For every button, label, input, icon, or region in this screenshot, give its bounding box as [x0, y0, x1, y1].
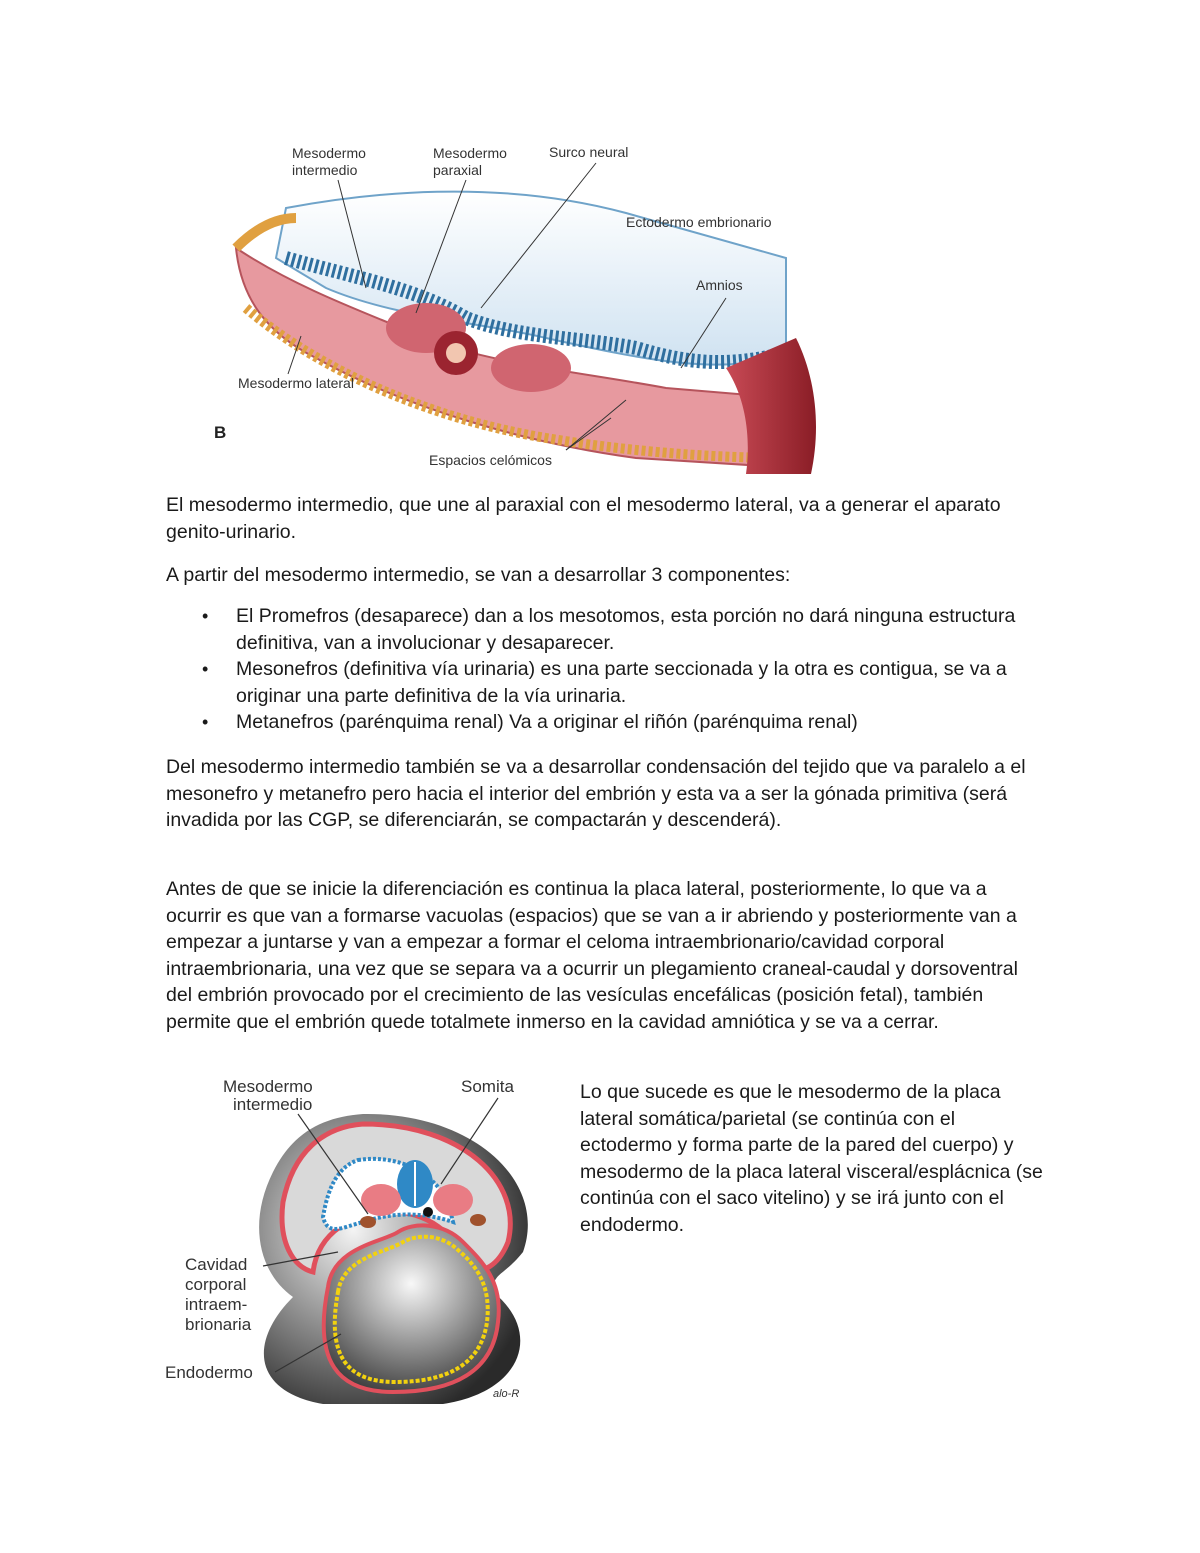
folded-embryo-figure: [163, 1072, 563, 1407]
list-item: [166, 709, 1046, 736]
list-item-text: Mesonefros (definitiva vía urinaria) es una parte seccionada y la otra es contigua, se va a originar una parte definitiva de la vía urinaria.: [236, 658, 1007, 707]
label-amnios: Amnios: [696, 277, 743, 293]
label-somita: Somita: [461, 1077, 514, 1096]
label-mesodermo-intermedio-line2: intermedio: [292, 162, 358, 178]
components-list: [166, 603, 1046, 736]
paragraph-1: El mesodermo intermedio, que une al paraxial con el mesodermo lateral, va a generar el aparato genito-urinario.: [166, 494, 1001, 543]
label-mesodermo-intermedio-line1: Mesodermo: [292, 145, 366, 161]
bullet-icon: •: [202, 659, 209, 679]
list-item: [166, 656, 1046, 709]
paragraph-3: Del mesodermo intermedio también se va a desarrollar condensación del tejido que va paralelo a el mesonefro y metanefro pero hacia el interior del embrión y esta va a ser la gónada primitiva (será invadida por las CGP, se diferenciarán, se compactarán y descenderá).: [166, 756, 1026, 831]
label-ectodermo-embrionario: Ectodermo embrionario: [626, 214, 772, 230]
label-cavidad-line3: intraem-: [185, 1295, 248, 1314]
label-mesodermo-paraxial-line1: Mesodermo: [433, 145, 507, 161]
list-item: [166, 603, 1046, 656]
label-espacios-celomicos: Espacios celómicos: [429, 452, 552, 468]
label-cavidad-line4: brionaria: [185, 1315, 252, 1334]
label-cavidad-line2: corporal: [185, 1275, 247, 1294]
side-paragraph: Lo que sucede es que le mesodermo de la placa lateral somática/parietal (se continúa con el ectodermo y forma parte de la pared del cuerpo) y mesodermo de la placa lateral visceral/esplácnica (se continúa con el saco vitelino) y se irá junto con el endodermo.: [580, 1081, 1043, 1236]
paragraph-2: A partir del mesodermo intermedio, se van a desarrollar 3 componentes:: [166, 564, 791, 586]
label-panel-b: B: [214, 423, 227, 442]
list-item-text: Metanefros (parénquima renal) Va a originar el riñón (parénquima renal): [236, 711, 858, 733]
label-surco-neural: Surco neural: [549, 144, 629, 160]
bullet-icon: •: [202, 712, 209, 732]
embryo-cross-section-figure: [166, 138, 826, 474]
paragraph-4: Antes de que se inicie la diferenciación es continua la placa lateral, posteriormente, lo que va a ocurrir es que van a formarse vacuolas (espacios) que se van a ir abriendo y posteriormente van a empezar a juntarse y van a empezar a formar el celoma intraembrionario/cavidad corporal intraembrionaria, una vez que se separa va a ocurrir un plegamiento craneal-caudal y dorsoventral del embrión provocado por el crecimiento de las vesículas encefálicas (posición fetal), también permite que el embrión quede totalmete inmerso en la cavidad amniótica y se va a cerrar.: [166, 878, 1018, 1033]
label-mesodermo-line1: Mesodermo: [223, 1077, 313, 1096]
label-cavidad-line1: Cavidad: [185, 1255, 248, 1274]
signature-mark: alo-R: [493, 1388, 520, 1400]
label-endodermo: Endodermo: [165, 1363, 253, 1382]
label-mesodermo-paraxial-line2: paraxial: [433, 162, 483, 178]
label-mesodermo-lateral: Mesodermo lateral: [238, 375, 354, 391]
bullet-icon: •: [202, 606, 209, 626]
list-item-text: El Promefros (desaparece) dan a los mesotomos, esta porción no dará ninguna estructura definitiva, van a involucionar y desaparecer.: [236, 605, 1016, 654]
label-mesodermo-line2: intermedio: [233, 1095, 313, 1114]
